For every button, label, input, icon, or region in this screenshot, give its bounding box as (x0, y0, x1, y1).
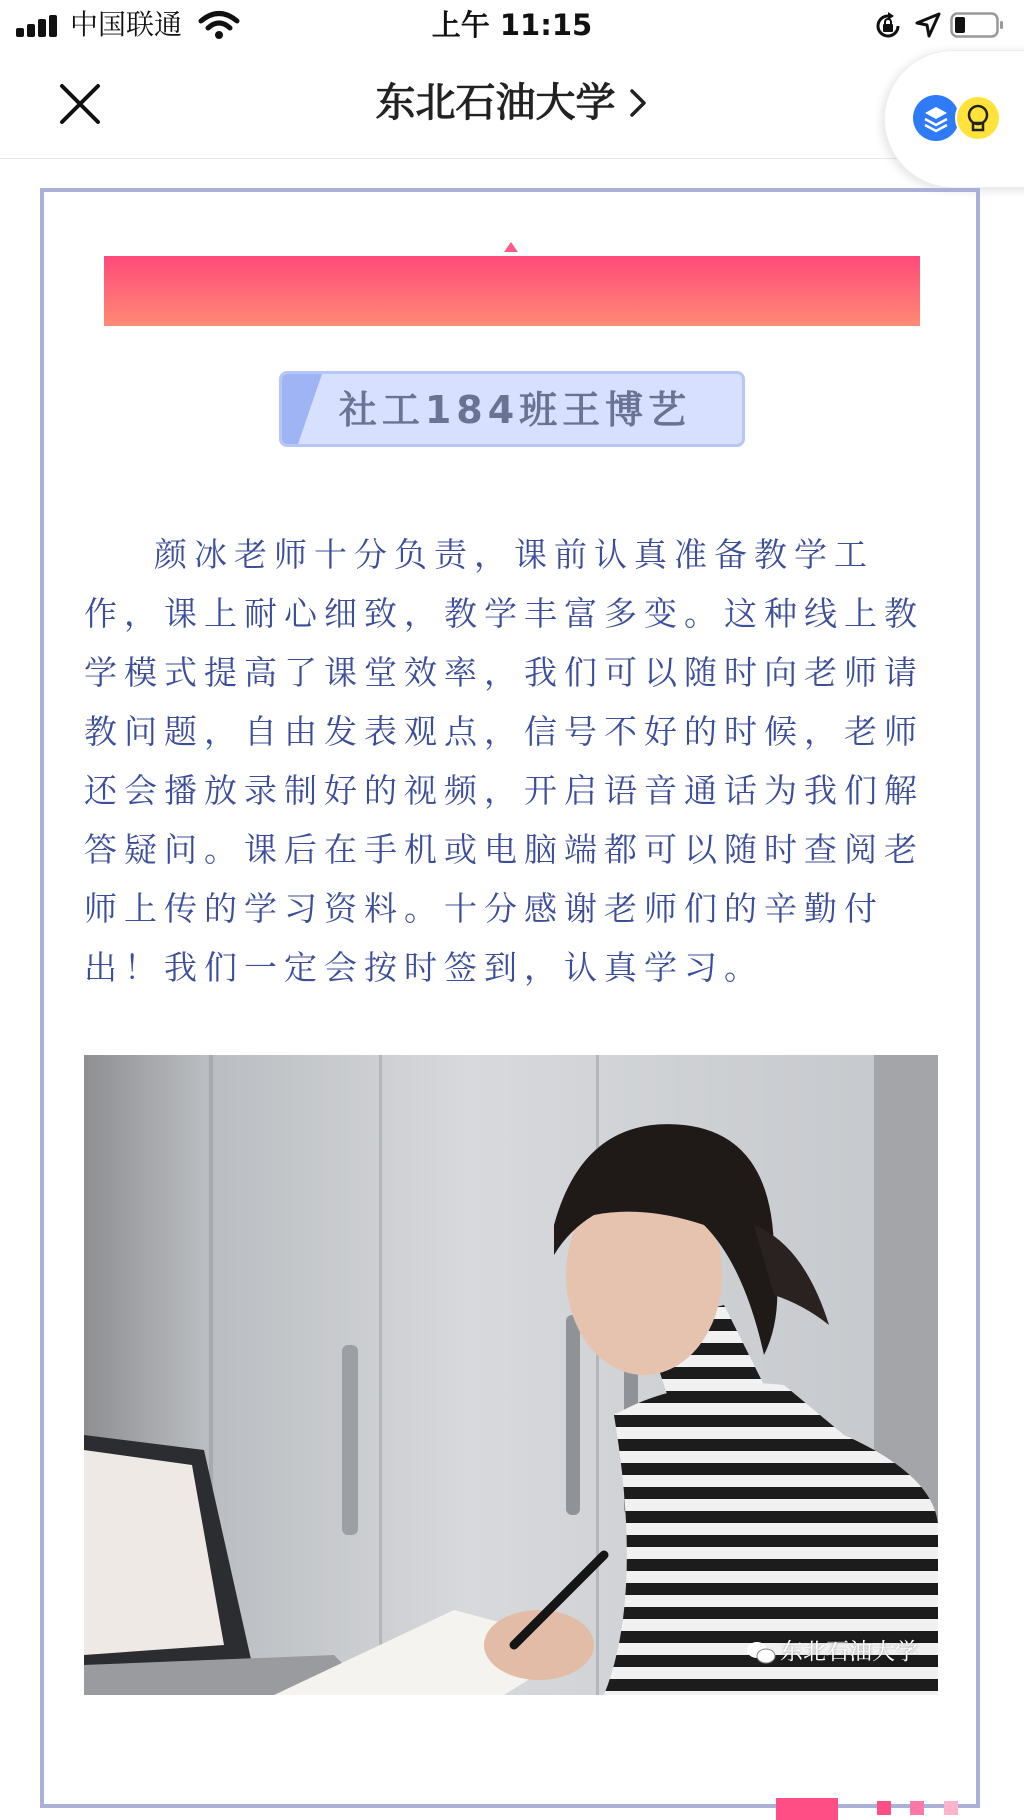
idea-app-icon[interactable] (955, 95, 1001, 141)
bottom-decoration-square (877, 1801, 891, 1815)
name-tag (279, 371, 745, 447)
rotation-lock-icon (874, 12, 902, 40)
location-arrow-icon (915, 12, 941, 38)
status-time: 上午 11:15 (431, 8, 593, 42)
nav-title-link[interactable] (0, 78, 1024, 128)
wechat-icon (746, 1639, 776, 1667)
teacher-photo-illustration (84, 1055, 938, 1695)
article-photo[interactable] (84, 1055, 938, 1695)
photo-watermark (746, 1637, 918, 1667)
carrier-name: 中国联通 (70, 8, 183, 41)
bottom-decoration-square (910, 1801, 924, 1815)
nav-bar (0, 50, 1024, 159)
mini-program-capsule[interactable] (884, 50, 1024, 188)
bottom-decoration-bar (776, 1798, 838, 1820)
header-banner (104, 256, 920, 326)
name-tag-label: 社工184班王博艺 (338, 388, 692, 432)
stack-app-icon[interactable] (913, 95, 959, 141)
status-bar (0, 0, 1024, 50)
bottom-decoration-square (944, 1801, 958, 1815)
chevron-right-icon (627, 88, 649, 118)
page-title: 东北石油大学 (375, 80, 616, 126)
battery-icon (950, 12, 1004, 38)
photo-watermark-text: 东北石油大学 (780, 1639, 918, 1665)
article-body: 颜冰老师十分负责，课前认真准备教学工作，课上耐心细致，教学丰富多变。这种线上教学模式提高了课堂效率，我们可以随时向老师请教问题，自由发表观点，信号不好的时候，老师还会播放录制好的视频，开启语音通话为我们解答疑问。课后在手机或电脑端都可以随时查阅老师上传的学习资料。十分感谢老师们的辛勤付出！我们一定会按时签到，认真学习。 (84, 535, 924, 987)
